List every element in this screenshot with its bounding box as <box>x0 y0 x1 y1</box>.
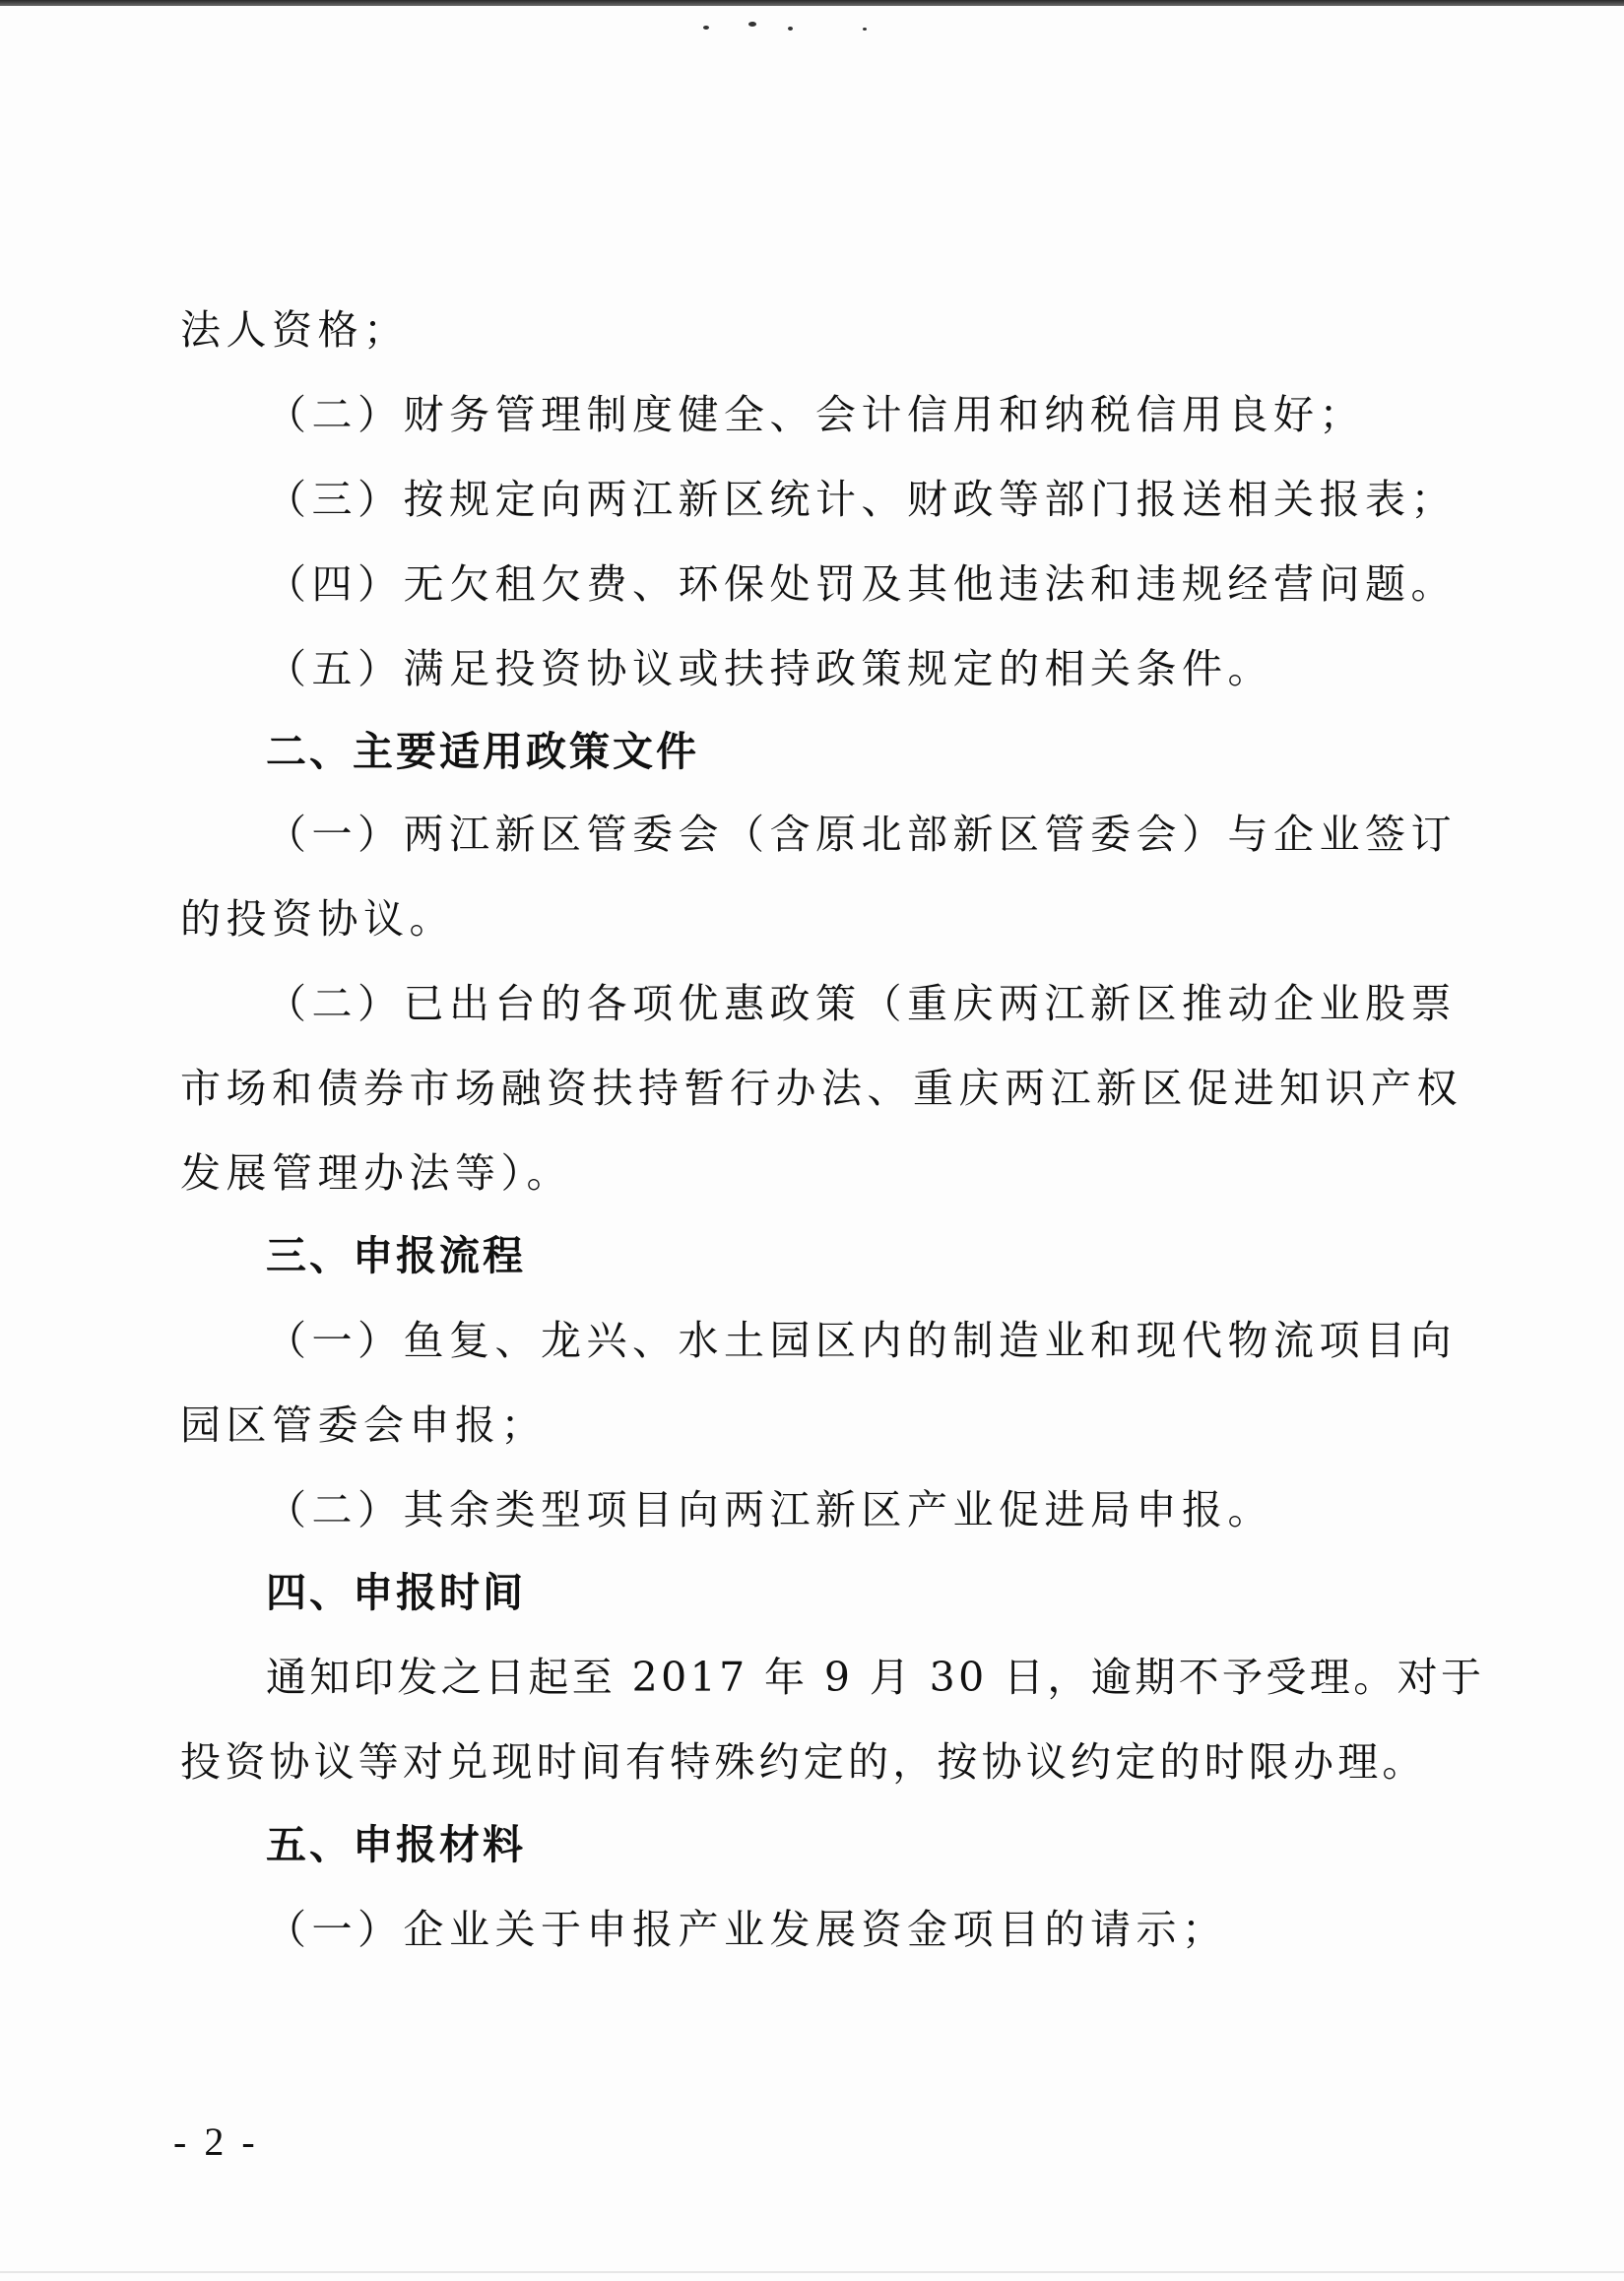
section-heading: 二、主要适用政策文件 <box>266 728 699 775</box>
scan-bottom-edge <box>0 2271 1624 2273</box>
body-line: 发展管理办法等）。 <box>180 1149 572 1197</box>
body-line: （二）财务管理制度健全、会计信用和纳税信用良好； <box>266 391 1365 438</box>
body-line: （一）两江新区管委会（含原北部新区管委会）与企业签订 <box>266 811 1457 858</box>
body-line: 投资协议等对兑现时间有特殊约定的，按协议约定的时限办理。 <box>180 1738 1427 1786</box>
body-line: 市场和债券市场融资扶持暂行办法、重庆两江新区促进知识产权 <box>180 1065 1462 1112</box>
scan-speck <box>863 28 867 31</box>
section-heading: 四、申报时间 <box>266 1569 526 1616</box>
body-line: 的投资协议。 <box>180 895 455 943</box>
scan-speck <box>748 22 756 27</box>
body-line: （三）按规定向两江新区统计、财政等部门报送相关报表； <box>266 476 1457 523</box>
body-line: （四）无欠租欠费、环保处罚及其他违法和违规经营问题。 <box>266 560 1457 608</box>
body-line: 法人资格； <box>180 306 410 354</box>
page-number: - 2 - <box>173 2119 259 2164</box>
body-line: （一）鱼复、龙兴、水土园区内的制造业和现代物流项目向 <box>266 1317 1457 1364</box>
body-line: （二）已出台的各项优惠政策（重庆两江新区推动企业股票 <box>266 980 1457 1027</box>
scan-speck <box>703 26 709 30</box>
section-heading: 五、申报材料 <box>266 1821 526 1868</box>
scan-speck <box>788 27 793 31</box>
body-line: 通知印发之日起至 2017 年 9 月 30 日，逾期不予受理。对于 <box>266 1654 1485 1701</box>
scan-specks <box>689 18 886 37</box>
body-line: （五）满足投资协议或扶持政策规定的相关条件。 <box>266 645 1273 692</box>
scan-top-edge <box>0 0 1624 6</box>
body-line: （二）其余类型项目向两江新区产业促进局申报。 <box>266 1486 1273 1533</box>
section-heading: 三、申报流程 <box>266 1232 526 1279</box>
body-line: （一）企业关于申报产业发展资金项目的请示； <box>266 1906 1228 1953</box>
body-line: 园区管委会申报； <box>180 1401 547 1449</box>
